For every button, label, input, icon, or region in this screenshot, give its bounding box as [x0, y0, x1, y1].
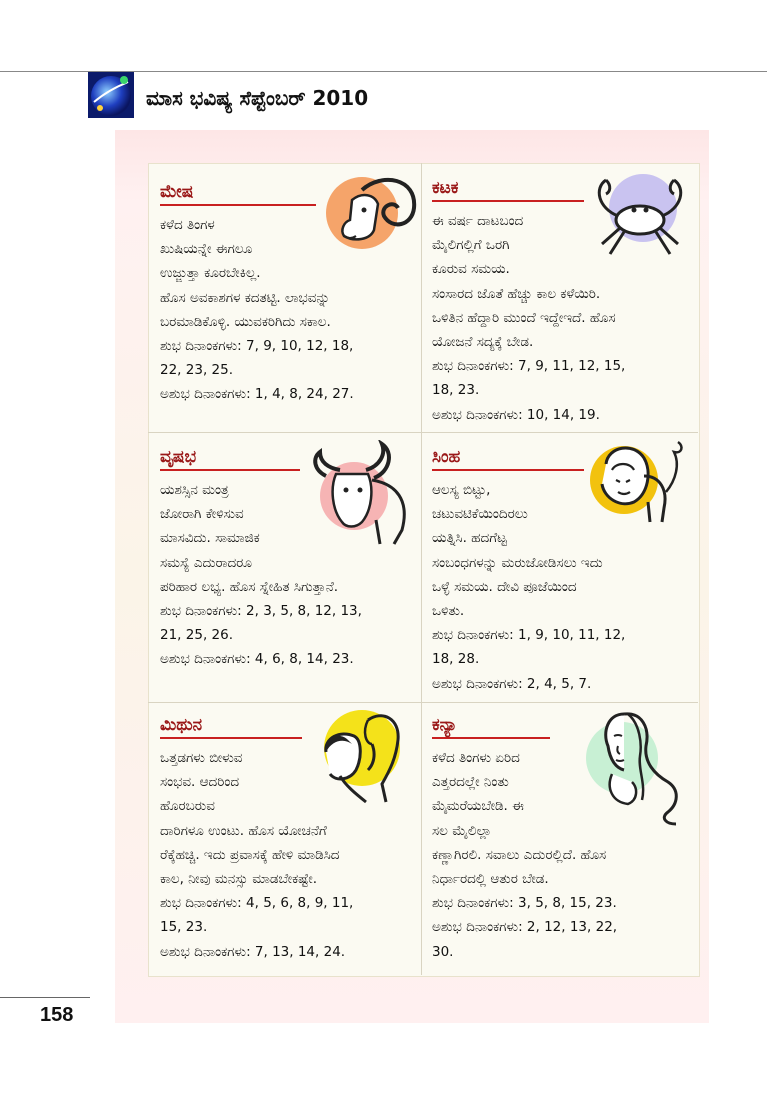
forecast-line: ಖುಷಿಯನ್ನೇ ಈಗಲೂ: [160, 241, 253, 258]
title-underline: [160, 204, 316, 206]
forecast-line: ಆಲಸ್ಯ ಬಿಟ್ಟು,: [432, 482, 491, 498]
forecast-line: ಮಾಸವಿದು. ಸಾಮಾಜಿಕ: [160, 530, 260, 547]
forecast-line: ಸಲ ಮೈಲಿಲ್ಲಾ: [432, 822, 492, 839]
forecast-line: ಮೈಲಿಗಲ್ಲಿಗೆ ಒರಗಿ: [432, 237, 510, 254]
forecast-line: ಕಳೆದ ತಿಂಗಳು ಏರಿದ: [432, 750, 520, 766]
bull-icon: [306, 440, 416, 554]
forecast-line: ಯೋಜನೆ ಸದ್ಯಕ್ಕೆ ಬೇಡ.: [432, 334, 534, 351]
forecast-line: ಅಶುಭ ದಿನಾಂಕಗಳು: 10, 14, 19.: [432, 406, 600, 423]
forecast-line: ಪರಿಹಾರ ಲಭ್ಯ. ಹೊಸ ಸ್ನೇಹಿತ ಸಿಗುತ್ತಾನೆ.: [160, 578, 339, 595]
forecast-line: ರೆಕ್ಕೆಹಚ್ಚಿ. ಇದು ಪ್ರವಾಸಕ್ಕೆ ಹೇಳಿ ಮಾಡಿಸಿದ: [160, 846, 340, 863]
sign-title: ಸಿಂಹ: [432, 447, 461, 467]
footer-rule: [0, 997, 90, 998]
forecast-line: ಸಂಬಂಧಗಳನ್ನು ಮರುಜೋಡಿಸಲು ಇದು: [432, 554, 603, 571]
grid-divider-horizontal: [148, 432, 698, 433]
forecast-line: 21, 25, 26.: [160, 627, 233, 644]
forecast-line: 18, 23.: [432, 382, 480, 399]
title-underline: [432, 737, 550, 739]
forecast-line: ಶುಭ ದಿನಾಂಕಗಳು: 7, 9, 11, 12, 15,: [432, 358, 626, 375]
forecast-line: 30.: [432, 943, 454, 960]
twins-icon: [312, 704, 412, 808]
zodiac-globe-icon: [88, 72, 134, 118]
crab-icon: [588, 168, 693, 272]
forecast-line: ಅಶುಭ ದಿನಾಂಕಗಳು: 2, 12, 13, 22,: [432, 919, 618, 936]
forecast-line: ಅಶುಭ ದಿನಾಂಕಗಳು: 7, 13, 14, 24.: [160, 943, 346, 960]
ram-icon: [322, 170, 422, 259]
forecast-line: ಎತ್ತರದಲ್ಲೇ ನಿಂತು: [432, 774, 509, 791]
forecast-line: ಸಂಸಾರದ ಜೊತೆ ಹೆಚ್ಚು ಕಾಲ ಕಳೆಯಿರಿ.: [432, 285, 601, 302]
forecast-line: ಕೂರುವ ಸಮಯ.: [432, 261, 510, 278]
forecast-line: ಒಳಿತು.: [432, 603, 465, 620]
sign-title: ಮೇಷ: [160, 182, 194, 202]
forecast-line: ಶುಭ ದಿನಾಂಕಗಳು: 7, 9, 10, 12, 18,: [160, 338, 354, 355]
page-number: 158: [40, 1004, 74, 1026]
forecast-line: ಕಣ್ಣಾಗಿರಲಿ. ಸವಾಲು ಎದುರಲ್ಲಿದೆ. ಹೊಸ: [432, 846, 607, 863]
forecast-line: ಚಟುವಟಿಕೆಯಿಂದಿರಲು: [432, 506, 528, 523]
forecast-line: 15, 23.: [160, 919, 208, 936]
forecast-line: 22, 23, 25.: [160, 362, 233, 379]
grid-divider-horizontal: [148, 702, 698, 703]
forecast-line: ಕಳೆದ ತಿಂಗಳ: [160, 217, 215, 233]
sign-title: ವೃಷಭ: [160, 447, 197, 467]
lion-icon: [590, 436, 690, 535]
page-title: ಮಾಸ ಭವಿಷ್ಯ ಸೆಪ್ಟೆಂಬರ್ 2010: [146, 86, 369, 110]
forecast-line: ಶುಭ ದಿನಾಂಕಗಳು: 3, 5, 8, 15, 23.: [432, 895, 617, 912]
forecast-line: ಶುಭ ದಿನಾಂಕಗಳು: 1, 9, 10, 11, 12,: [432, 627, 626, 644]
forecast-line: ಸಮಸ್ಯೆ ಎದುರಾದರೂ: [160, 554, 252, 571]
forecast-line: ಶುಭ ದಿನಾಂಕಗಳು: 2, 3, 5, 8, 12, 13,: [160, 603, 362, 620]
forecast-line: ಉಜ್ಜುತ್ತಾ ಕೂರಬೇಕಿಲ್ಲ.: [160, 265, 261, 282]
maiden-icon: [584, 704, 694, 833]
forecast-line: ಅಶುಭ ದಿನಾಂಕಗಳು: 1, 4, 8, 24, 27.: [160, 386, 354, 403]
forecast-line: ಯಶಸ್ಸಿನ ಮಂತ್ರ: [160, 482, 229, 498]
sign-title: ಕಟಕ: [432, 178, 459, 198]
title-underline: [432, 469, 584, 471]
sign-title: ಕನ್ಯಾ: [432, 715, 458, 735]
forecast-line: ಒಳ್ಳೆ ಸಮಯ. ದೇವಿ ಪೂಜೆಯಿಂದ: [432, 578, 577, 595]
forecast-line: ಹೊರಬರುವ: [160, 798, 215, 815]
forecast-line: ಅಶುಭ ದಿನಾಂಕಗಳು: 4, 6, 8, 14, 23.: [160, 651, 354, 668]
forecast-line: ಬರಮಾಡಿಕೊಳ್ಳಿ. ಯುವಕರಿಗಿದು ಸಕಾಲ.: [160, 313, 331, 330]
forecast-line: ಕಾಲ, ನೀವು ಮನಸ್ಸು ಮಾಡಬೇಕಷ್ಟೇ.: [160, 871, 318, 888]
forecast-line: ಯತ್ನಿಸಿ. ಹದಗೆಟ್ಟ: [432, 530, 507, 547]
forecast-line: ಒಳಿತಿನ ಹೆದ್ದಾರಿ ಮುಂದೆ ಇದ್ದೇಇದೆ. ಹೊಸ: [432, 309, 616, 326]
forecast-line: 18, 28.: [432, 651, 480, 668]
title-underline: [160, 469, 300, 471]
forecast-line: ಈ ವರ್ಷ ದಾಟಬಂದ: [432, 213, 524, 229]
sign-title: ಮಿಥುನ: [160, 715, 203, 735]
title-underline: [160, 737, 302, 739]
forecast-line: ಮೈಮರೆಯಬೇಡಿ. ಈ: [432, 798, 524, 815]
forecast-line: ನಿರ್ಧಾರದಲ್ಲಿ ಆತುರ ಬೇಡ.: [432, 871, 549, 888]
forecast-line: ದಾರಿಗಳೂ ಉಂಟು. ಹೊಸ ಯೋಚನೆಗೆ: [160, 822, 327, 839]
title-underline: [432, 200, 584, 202]
forecast-line: ಒತ್ತಡಗಳು ಬೀಳುವ: [160, 750, 243, 766]
forecast-line: ಜೋರಾಗಿ ಕೇಳಿಸುವ: [160, 506, 244, 523]
forecast-line: ಹೊಸ ಅವಕಾಶಗಳ ಕದತಟ್ಟಿ. ಲಾಭವನ್ನು: [160, 289, 331, 306]
forecast-line: ಅಶುಭ ದಿನಾಂಕಗಳು: 2, 4, 5, 7.: [432, 675, 592, 692]
forecast-line: ಸಂಭವ. ಆದರಿಂದ: [160, 774, 240, 791]
forecast-line: ಶುಭ ದಿನಾಂಕಗಳು: 4, 5, 6, 8, 9, 11,: [160, 895, 354, 912]
